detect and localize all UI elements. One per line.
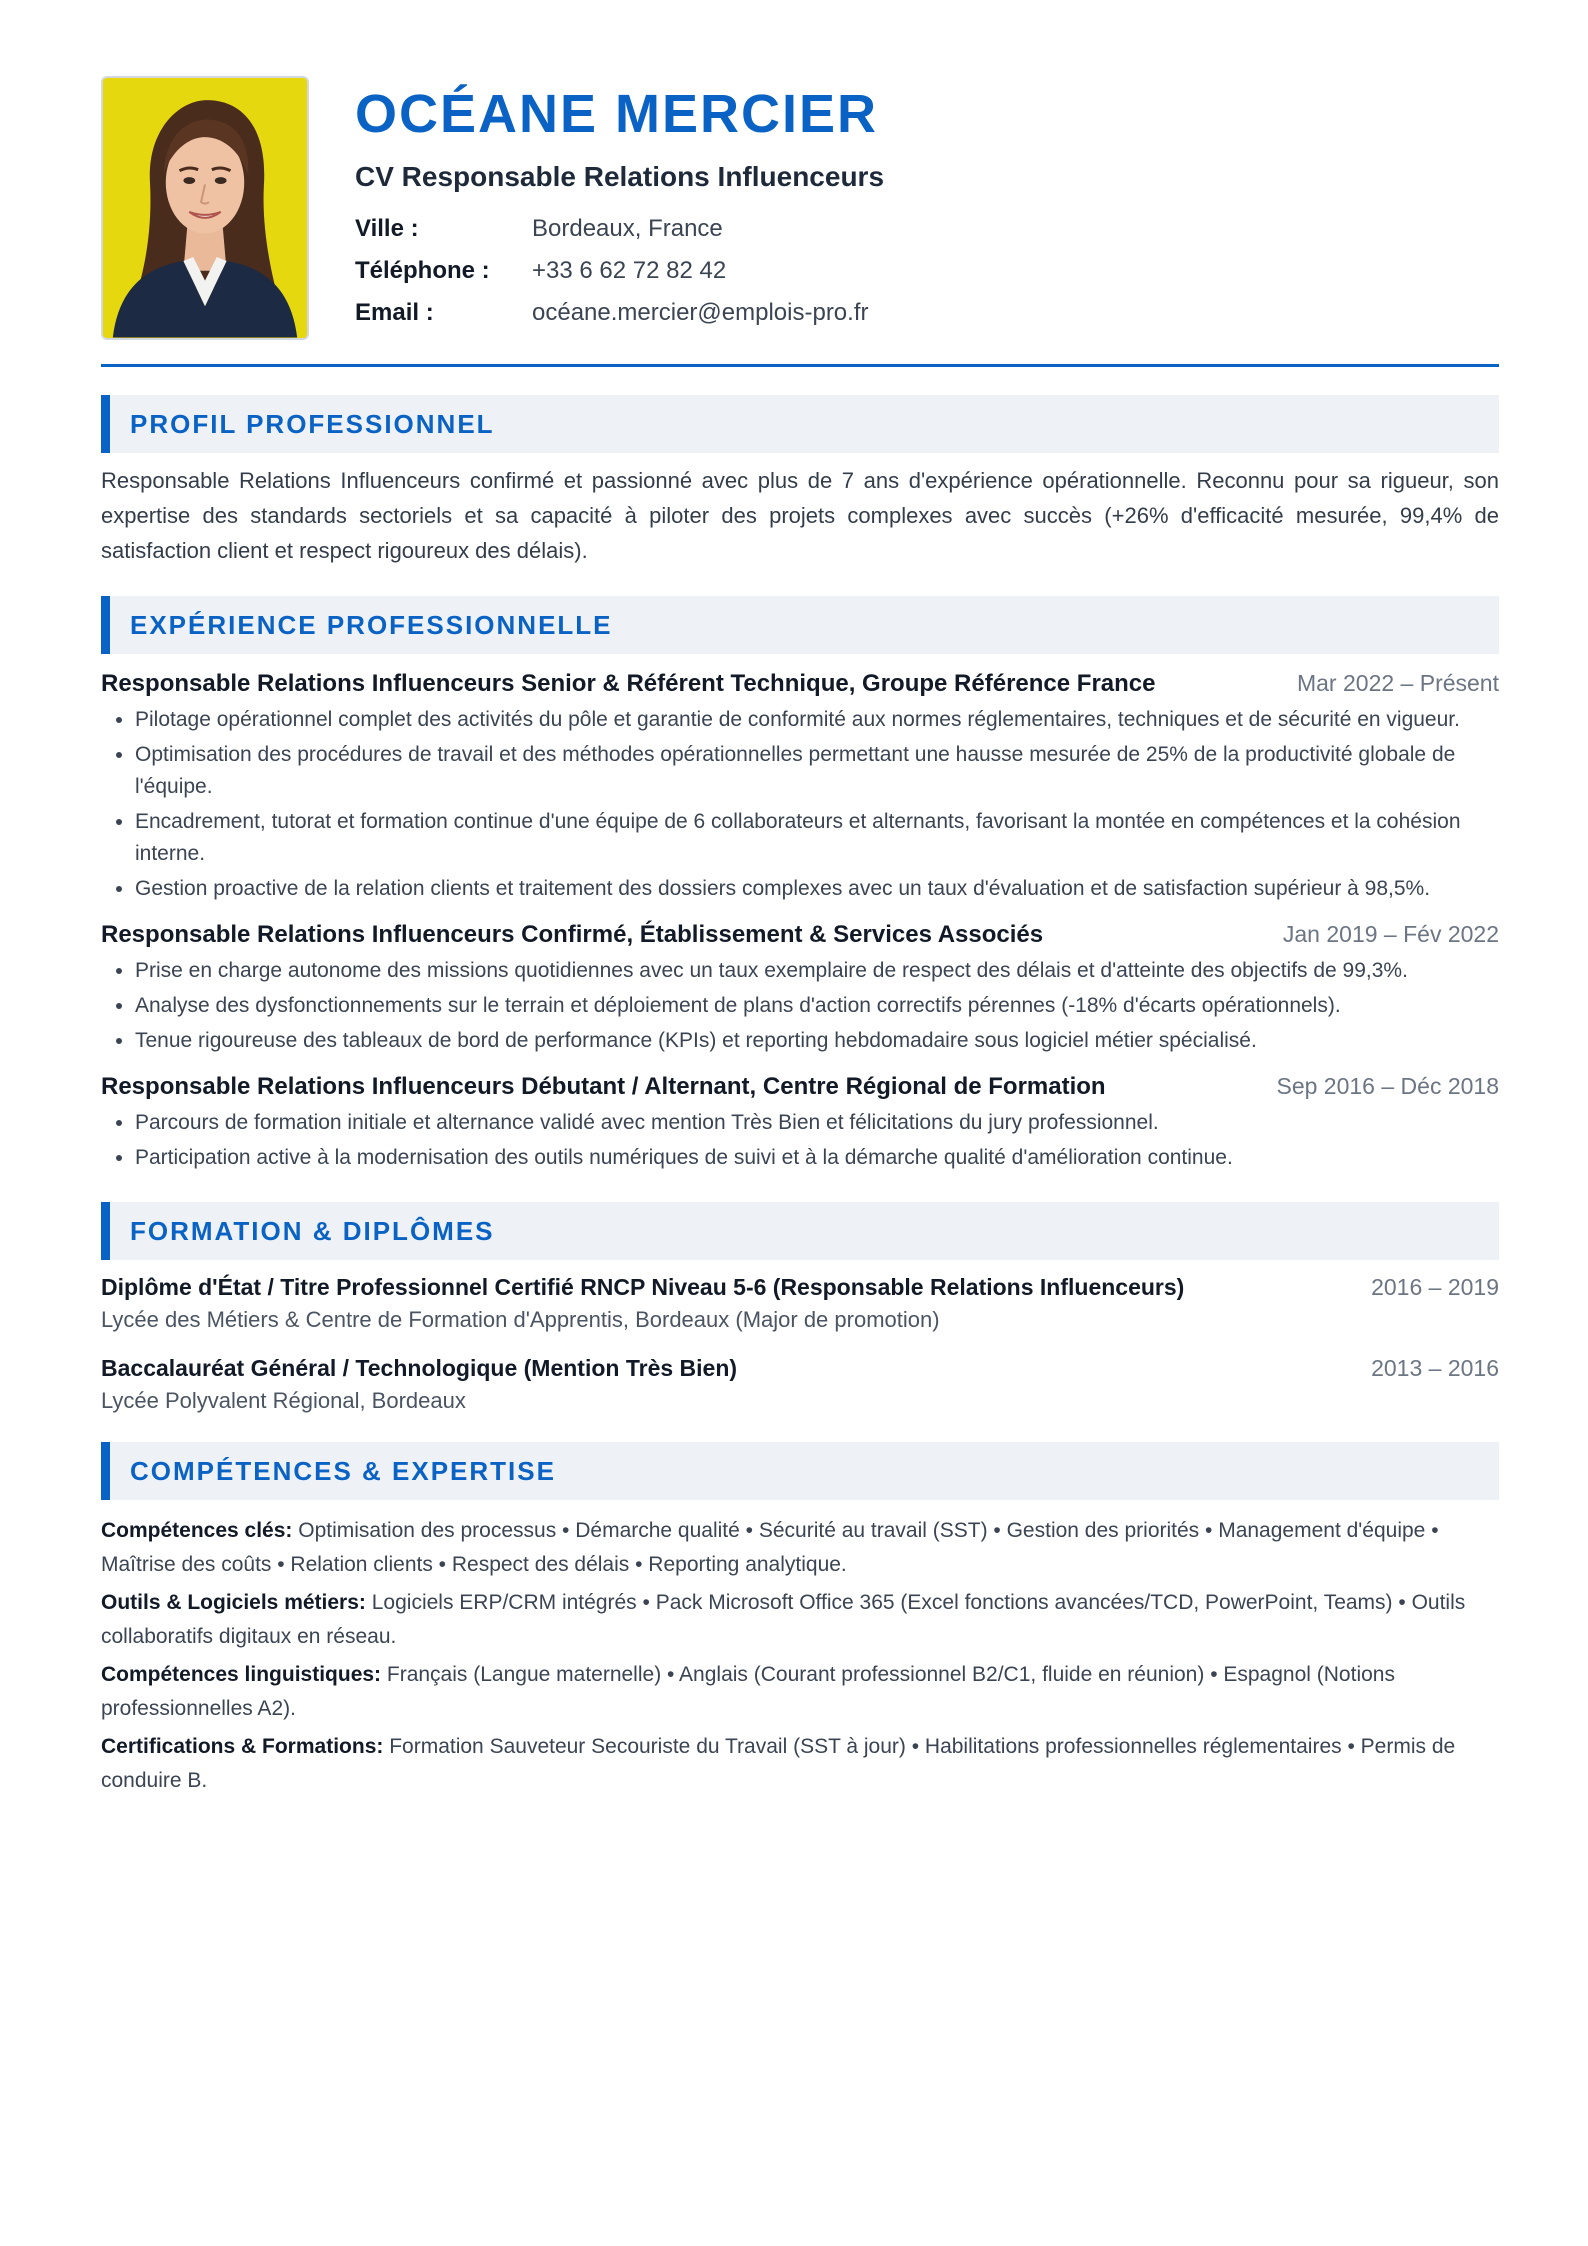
contact-label: Email : bbox=[355, 299, 434, 326]
degree-title: Diplôme d'État / Titre Professionnel Certifié RNCP Niveau 5-6 (Responsable Relations Influenceurs) bbox=[101, 1274, 1185, 1300]
section-header-experience bbox=[101, 596, 1499, 654]
school-name: Lycée des Métiers & Centre de Formation d'Apprentis, Bordeaux (Major de promotion) bbox=[101, 1307, 940, 1332]
job-date: Mar 2022 – Présent bbox=[1296, 670, 1499, 696]
profile-photo bbox=[101, 76, 309, 340]
cv-header bbox=[101, 76, 1499, 340]
contact-phone bbox=[355, 250, 884, 292]
portrait-image bbox=[103, 78, 307, 338]
degree-title: Baccalauréat Général / Technologique (Mention Très Bien) bbox=[101, 1355, 738, 1381]
header-divider bbox=[101, 364, 1499, 367]
job-bullet: • Encadrement, tutorat et formation continue d'une équipe de 6 collaborateurs et alternants, favorisant la montée en compétences et la cohésion interne. bbox=[135, 806, 1499, 870]
skills-list bbox=[101, 1514, 1499, 1798]
job-bullet: • Parcours de formation initiale et alternance validé avec mention Très Bien et félicitations du jury professionnel. bbox=[135, 1107, 1499, 1139]
job-date: Sep 2016 – Déc 2018 bbox=[1276, 1073, 1499, 1099]
job-bullet: • Gestion proactive de la relation clients et traitement des dossiers complexes avec un taux d'évaluation et de satisfaction supérieur à 98,5%. bbox=[135, 873, 1499, 905]
job-title: Responsable Relations Influenceurs Senior & Référent Technique, Groupe Référence France bbox=[101, 670, 1156, 697]
job-header bbox=[101, 670, 1499, 698]
contact-label: Ville : bbox=[355, 215, 419, 242]
job-bullet: • Tenue rigoureuse des tableaux de bord de performance (KPIs) et reporting hebdomadaire sous logiciel métier spécialisé. bbox=[135, 1025, 1499, 1057]
header-info bbox=[355, 76, 884, 334]
job-bullets bbox=[101, 704, 1499, 905]
candidate-name: OCÉANE MERCIER bbox=[355, 84, 879, 144]
section-title: PROFIL PROFESSIONNEL bbox=[130, 408, 495, 439]
contact-value: océane.mercier@emplois-pro.fr bbox=[532, 299, 869, 326]
profile-summary: Responsable Relations Influenceurs confirmé et passionné avec plus de 7 ans d'expérience opérationnelle. Reconnu pour sa rigueur, son expertise des standards sectoriels et sa capacité à piloter des projets complexes avec succès (+26% d'efficacité mesurée, 99,4% de satisfaction client et respect rigoureux des délais). bbox=[101, 468, 1499, 563]
section-title: COMPÉTENCES & EXPERTISE bbox=[130, 1455, 556, 1486]
job-bullet: • Participation active à la modernisation des outils numériques de suivi et à la démarche qualité d'amélioration continue. bbox=[135, 1142, 1499, 1174]
section-header-profile bbox=[101, 395, 1499, 453]
skill-line bbox=[101, 1514, 1499, 1582]
degree-date: 2016 – 2019 bbox=[1371, 1274, 1499, 1300]
contact-email bbox=[355, 292, 884, 334]
job-header bbox=[101, 921, 1499, 949]
job-title: Responsable Relations Influenceurs Débutant / Alternant, Centre Régional de Formation bbox=[101, 1073, 1106, 1100]
section-title: EXPÉRIENCE PROFESSIONNELLE bbox=[130, 609, 613, 640]
cv-subtitle: CV Responsable Relations Influenceurs bbox=[355, 161, 885, 192]
job-bullet: • Pilotage opérationnel complet des activités du pôle et garantie de conformité aux normes réglementaires, techniques et de sécurité en vigueur. bbox=[135, 704, 1499, 736]
education-entry bbox=[101, 1355, 1499, 1414]
contact-list bbox=[355, 208, 884, 334]
skill-line bbox=[101, 1586, 1499, 1654]
job-entry bbox=[101, 670, 1499, 905]
job-header bbox=[101, 1073, 1499, 1101]
job-date: Jan 2019 – Fév 2022 bbox=[1282, 921, 1499, 947]
education-entry bbox=[101, 1274, 1499, 1333]
skill-text: Logiciels ERP/CRM intégrés • Pack Microsoft Office 365 (Excel fonctions avancées/TCD, PowerPoint, Teams) • Outils collaboratifs digitaux en réseau. bbox=[101, 1591, 1466, 1648]
job-entry bbox=[101, 921, 1499, 1057]
contact-label: Téléphone : bbox=[355, 257, 490, 284]
contact-city bbox=[355, 208, 884, 250]
job-bullet: • Analyse des dysfonctionnements sur le terrain et déploiement de plans d'action correctifs pérennes (-18% d'écarts opérationnels). bbox=[135, 990, 1499, 1022]
skill-label: Compétences clés: bbox=[101, 1519, 293, 1542]
job-bullet: • Optimisation des procédures de travail et des méthodes opérationnelles permettant une hausse mesurée de 25% de la productivité globale de l'équipe. bbox=[135, 739, 1499, 803]
skill-text: Français (Langue maternelle) • Anglais (Courant professionnel B2/C1, fluide en réunion) • Espagnol (Notions professionnelles A2). bbox=[101, 1663, 1395, 1720]
skill-label: Outils & Logiciels métiers: bbox=[101, 1591, 366, 1614]
skill-text: Optimisation des processus • Démarche qualité • Sécurité au travail (SST) • Gestion des priorités • Management d'équipe • Maîtrise des coûts • Relation clients • Respect des délais • Reporting analytique. bbox=[101, 1519, 1439, 1576]
contact-value: Bordeaux, France bbox=[532, 215, 723, 242]
skill-text: Formation Sauveteur Secouriste du Travail (SST à jour) • Habilitations professionnelles réglementaires • Permis de conduire B. bbox=[101, 1735, 1456, 1792]
section-title: FORMATION & DIPLÔMES bbox=[130, 1215, 495, 1246]
section-header-skills bbox=[101, 1442, 1499, 1500]
school-name: Lycée Polyvalent Régional, Bordeaux bbox=[101, 1388, 466, 1413]
cv-page bbox=[101, 76, 1499, 1798]
job-title: Responsable Relations Influenceurs Confirmé, Établissement & Services Associés bbox=[101, 921, 1044, 948]
skill-line bbox=[101, 1730, 1499, 1798]
degree-date: 2013 – 2016 bbox=[1371, 1355, 1499, 1381]
skill-label: Certifications & Formations: bbox=[101, 1735, 384, 1758]
job-bullets bbox=[101, 1107, 1499, 1174]
skill-label: Compétences linguistiques: bbox=[101, 1663, 382, 1686]
job-entry bbox=[101, 1073, 1499, 1174]
education-header bbox=[101, 1274, 1499, 1301]
job-bullets bbox=[101, 955, 1499, 1057]
education-header bbox=[101, 1355, 1499, 1382]
contact-value: +33 6 62 72 82 42 bbox=[532, 257, 727, 284]
skill-line bbox=[101, 1658, 1499, 1726]
job-bullet: • Prise en charge autonome des missions quotidiennes avec un taux exemplaire de respect des délais et d'atteinte des objectifs de 99,3%. bbox=[135, 955, 1499, 987]
section-header-education bbox=[101, 1202, 1499, 1260]
